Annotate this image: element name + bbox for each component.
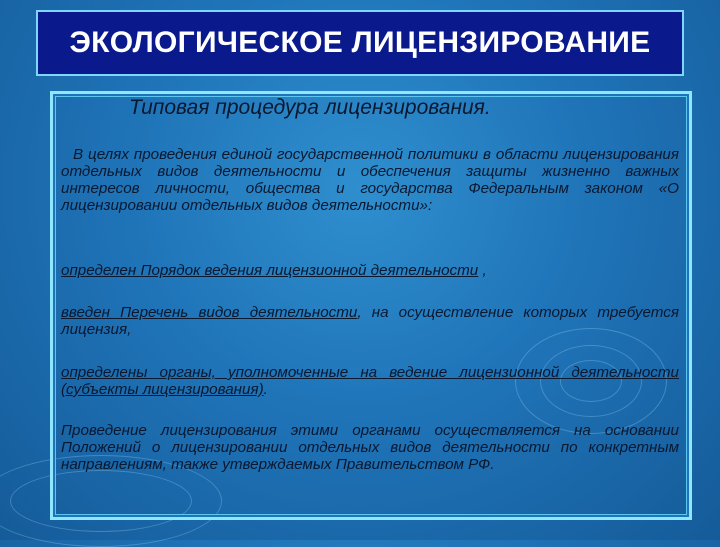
item-underlined-text: определены органы, уполномоченные на ведение лицензионной деятельности (субъекты лицензирования) [61, 364, 679, 398]
intro-paragraph [61, 146, 679, 214]
subtitle: Типовая процедура лицензирования. [129, 96, 491, 119]
page-title: ЭКОЛОГИЧЕСКОЕ ЛИЦЕНЗИРОВАНИЕ [69, 26, 651, 59]
item-rest-text: , [478, 262, 487, 279]
item-underlined-text: введен Перечень видов деятельности [61, 304, 358, 321]
content-panel [50, 91, 692, 520]
item-underlined-text: определен Порядок ведения лицензионной деятельности [61, 262, 479, 279]
list-item [61, 304, 679, 338]
list-item [61, 364, 679, 398]
intro-text: В целях проведения единой государственной политики в области лицензирования отдельных видов деятельности и обеспечения защиты жизненно важных интересов личности, общества и государства Федеральным законом «О лицензировании отдельных видов деятельности»: [61, 146, 679, 214]
item-rest-text: . [263, 381, 268, 398]
closing-text: Проведение лицензирования этими органами осуществляется на основании Положений о лицензировании отдельных видов деятельности по конкретным направлениям, также утверждаемых Правительством РФ. [61, 422, 679, 473]
title-banner [36, 10, 684, 76]
closing-paragraph [61, 422, 679, 473]
list-item [61, 262, 679, 279]
item-rest-text: , на осуществление которых требуется лицензия, [61, 304, 679, 338]
